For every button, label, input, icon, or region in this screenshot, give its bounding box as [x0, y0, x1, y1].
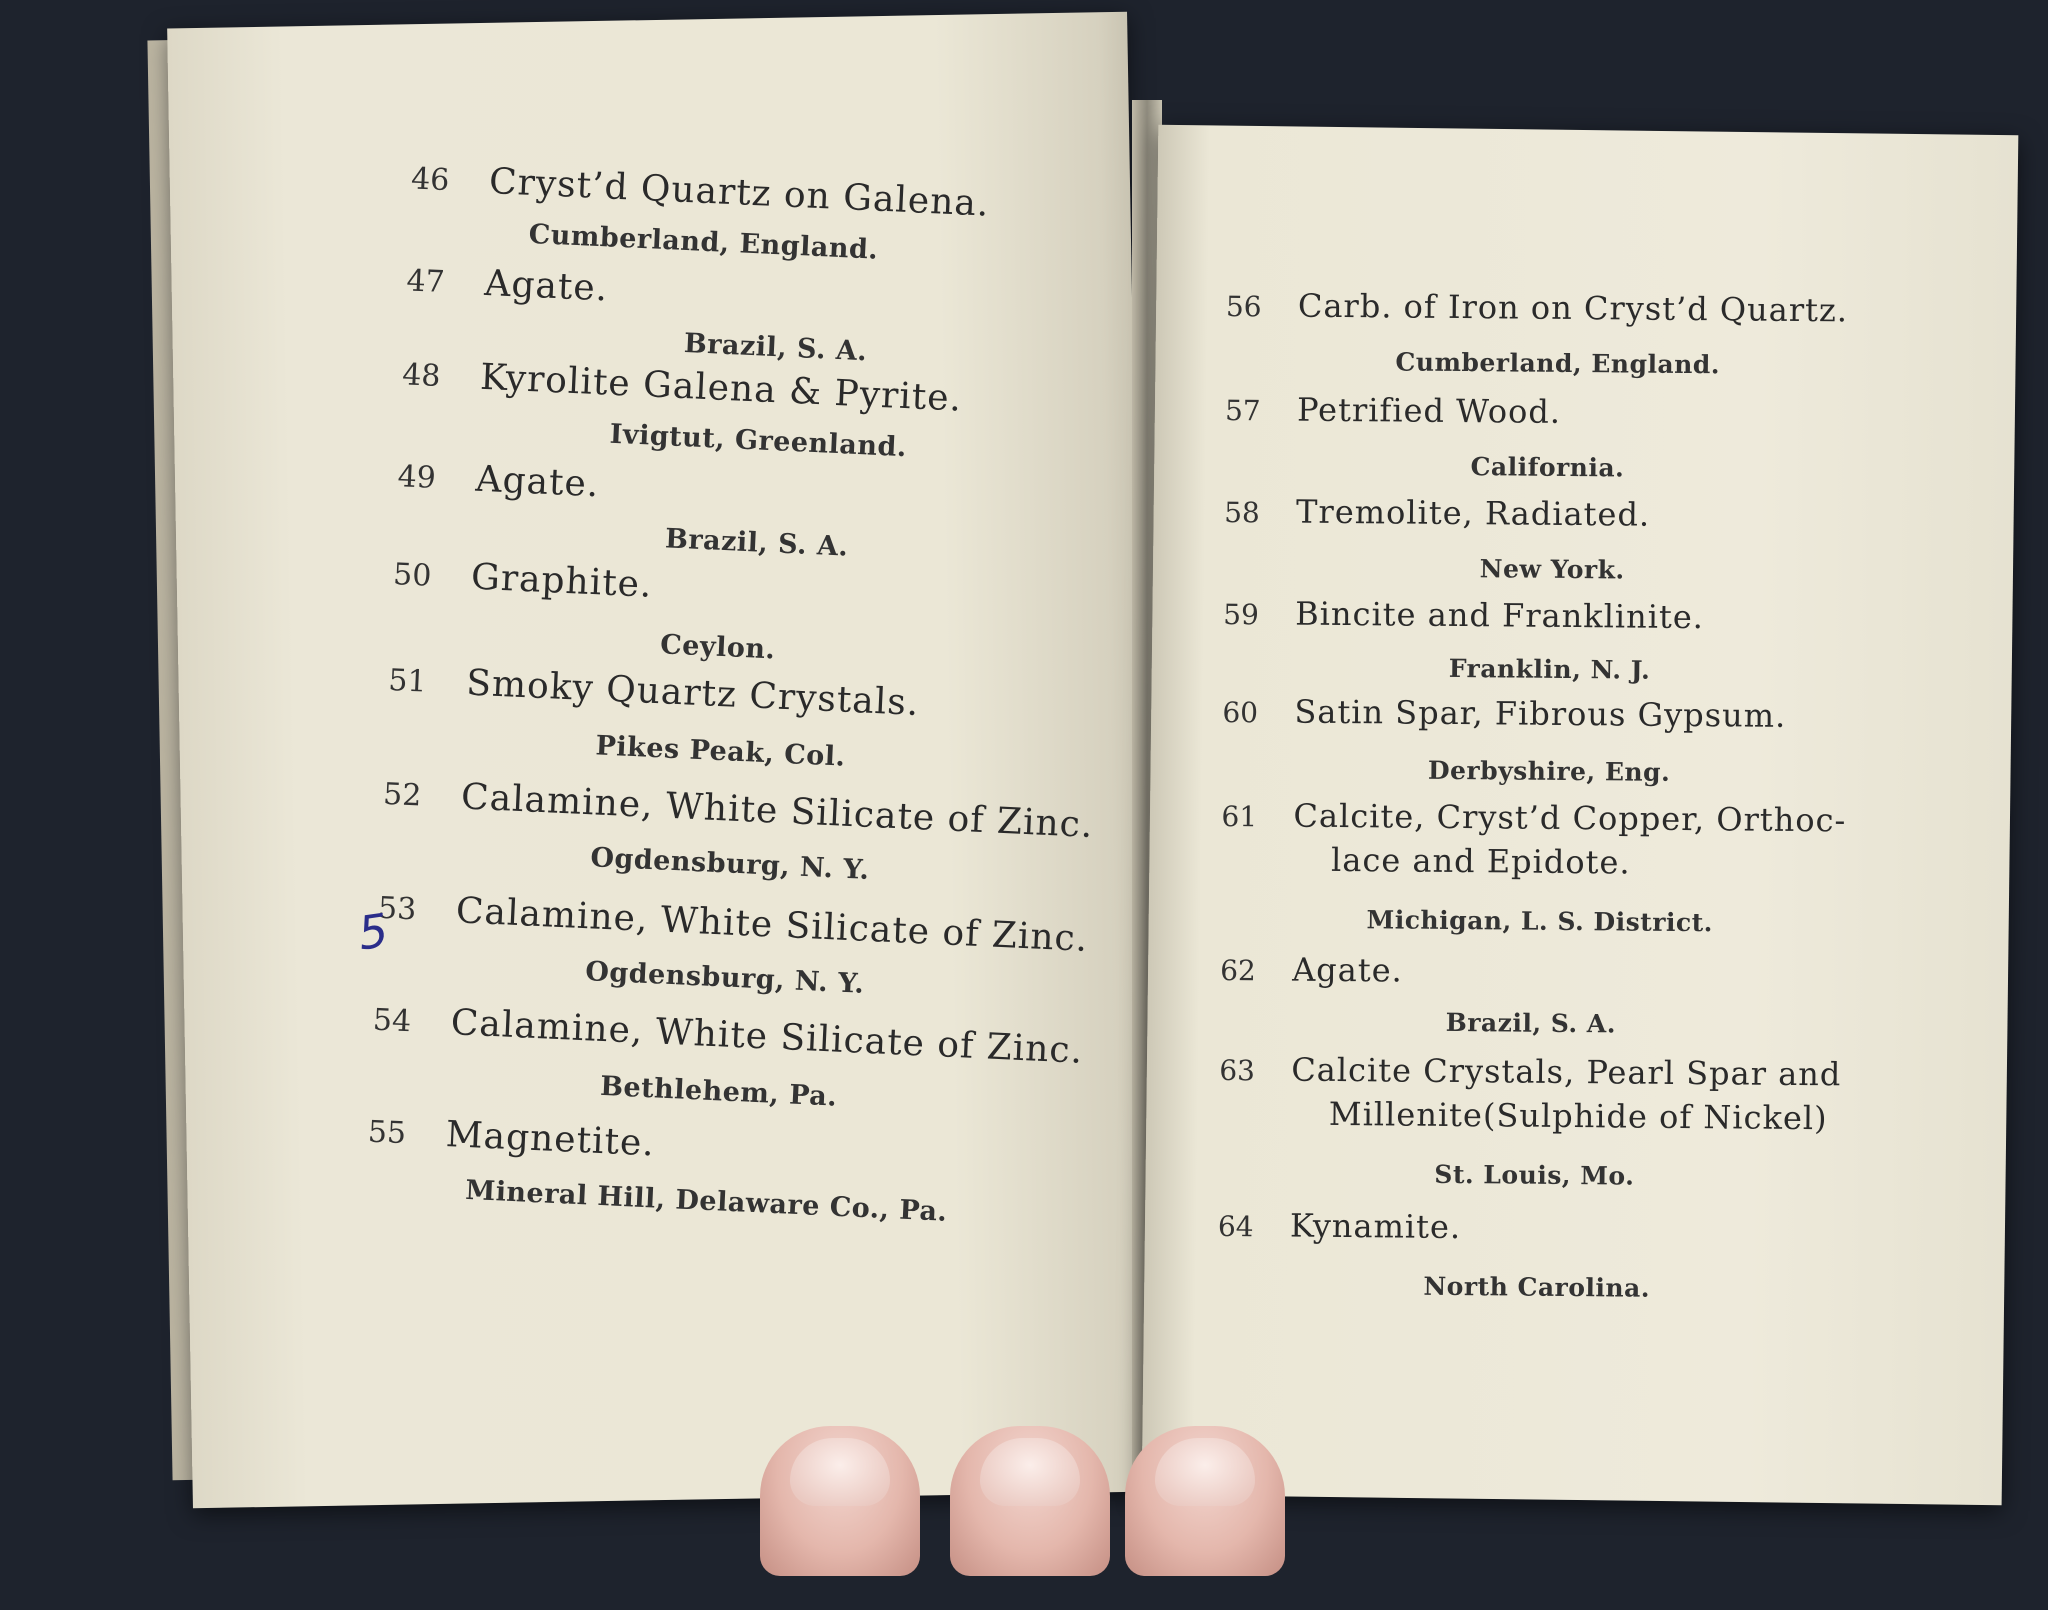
entry-title: Kynamite.	[1289, 1206, 1462, 1247]
entry-title: Bincite and Franklinite.	[1295, 594, 1705, 637]
entry-location: California.	[1470, 452, 1625, 483]
entry-title: Calamine, White Silicate of Zinc.	[455, 890, 1090, 960]
entry-location: Derbyshire, Eng.	[1427, 755, 1671, 787]
fingernail	[790, 1438, 890, 1506]
entry-title: Cryst’d Quartz on Galena.	[488, 160, 991, 225]
entry-title: Satin Spar, Fibrous Gypsum.	[1294, 692, 1787, 735]
handwritten-mark: 5	[354, 902, 392, 961]
entry-title: Carb. of Iron on Cryst’d Quartz.	[1297, 286, 1849, 330]
entry-location: Cumberland, England.	[1395, 347, 1721, 380]
entry-title: Petrified Wood.	[1296, 390, 1562, 431]
entry-number: 56	[1225, 289, 1262, 324]
entry-location: Ceylon.	[659, 629, 777, 666]
entry-number: 52	[382, 776, 423, 814]
fingernail	[1155, 1438, 1255, 1506]
entry-number: 54	[372, 1002, 412, 1040]
entry-location: Brazil, S. A.	[1445, 1007, 1617, 1039]
entry-number: 51	[387, 662, 428, 700]
fingernail	[980, 1438, 1080, 1506]
entry-number: 50	[392, 557, 433, 594]
entry-title: Agate.	[1291, 950, 1403, 990]
entry-title: Magnetite.	[444, 1114, 656, 1165]
entry-number: 55	[367, 1114, 407, 1152]
entry-title: Agate.	[483, 262, 610, 310]
entry-number: 47	[405, 263, 446, 301]
entry-location: North Carolina.	[1423, 1271, 1651, 1303]
entry-title: Tremolite, Radiated.	[1295, 492, 1651, 534]
entry-title: Kyrolite Galena & Pyrite.	[479, 356, 963, 420]
entry-number: 61	[1221, 799, 1258, 834]
entry-location: Ogdensburg, N. Y.	[589, 842, 871, 886]
entry-location: Brazil, S. A.	[664, 523, 849, 563]
entry-location: Michigan, L. S. District.	[1366, 905, 1714, 938]
entry-number: 53	[377, 890, 418, 928]
entry-title-continued: lace and Epidote.	[1330, 840, 1631, 882]
finger	[760, 1426, 920, 1576]
entry-location: Cumberland, England.	[528, 218, 879, 266]
entry-number: 57	[1224, 393, 1261, 428]
entry-number: 60	[1222, 695, 1259, 730]
entry-number: 48	[401, 357, 442, 394]
entry-number: 64	[1217, 1209, 1254, 1244]
finger	[1125, 1426, 1285, 1576]
entry-number: 59	[1223, 597, 1260, 632]
entry-location: Brazil, S. A.	[683, 327, 868, 368]
entry-number: 58	[1224, 495, 1260, 530]
entry-location: St. Louis, Mo.	[1434, 1159, 1635, 1191]
entry-title: Smoky Quartz Crystals.	[465, 662, 921, 724]
entry-title: Graphite.	[470, 556, 654, 606]
entry-location: Ivigtut, Greenland.	[609, 418, 908, 464]
entry-title: Calcite, Cryst’d Copper, Orthoc-	[1293, 796, 1847, 840]
entry-number: 49	[396, 459, 437, 496]
entry-number: 46	[410, 161, 451, 199]
entry-title: Calcite Crystals, Pearl Spar and	[1291, 1050, 1842, 1094]
entry-location: Pikes Peak, Col.	[594, 730, 847, 773]
entry-title: Calamine, White Silicate of Zinc.	[450, 1002, 1084, 1072]
entry-location: New York.	[1479, 554, 1625, 585]
entry-title: Calamine, White Silicate of Zinc.	[460, 776, 1095, 847]
finger	[950, 1426, 1110, 1576]
entry-location: Bethlehem, Pa.	[599, 1070, 838, 1113]
entry-location: Franklin, N. J.	[1448, 653, 1651, 685]
entry-number: 63	[1219, 1053, 1256, 1088]
entry-number: 62	[1220, 953, 1256, 988]
entry-title-continued: Millenite(Sulphide of Nickel)	[1328, 1094, 1828, 1138]
entry-location: Ogdensburg, N. Y.	[584, 956, 865, 1000]
entry-title: Agate.	[474, 458, 601, 506]
entry-location: Mineral Hill, Delaware Co., Pa.	[464, 1174, 949, 1228]
